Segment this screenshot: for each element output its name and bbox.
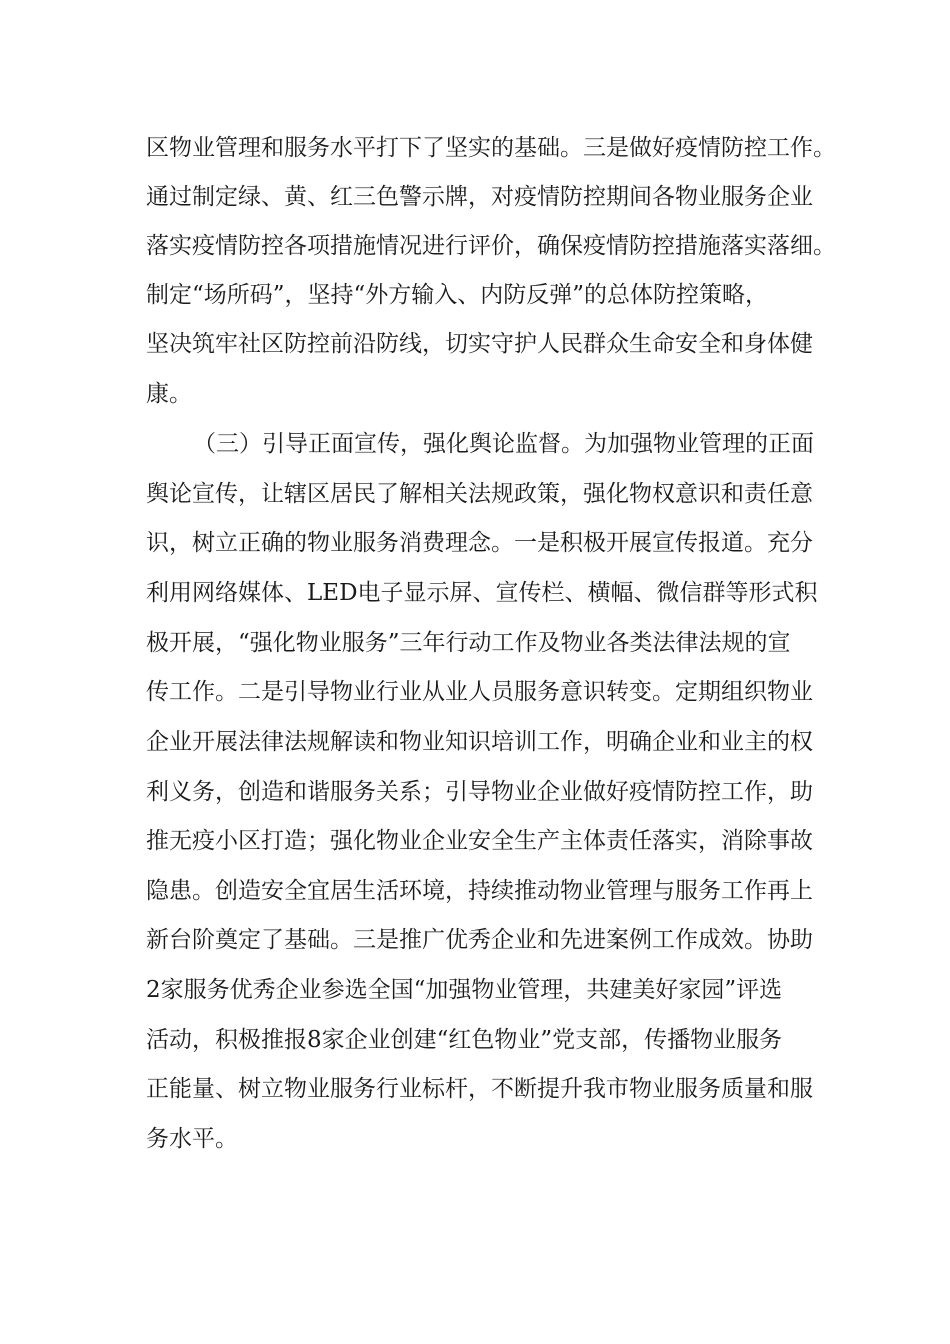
text-line: 传工作。二是引导物业行业从业人员服务意识转变。定期组织物业: [146, 679, 813, 705]
text-line: 康。: [146, 381, 192, 407]
text-line: 识，树立正确的物业服务消费理念。一是积极开展宣传报道。充分: [146, 530, 813, 556]
text-line: 推无疫小区打造；强化物业企业安全生产主体责任落实，消除事故: [146, 828, 813, 854]
text-line: 落实疫情防控各项措施情况进行评价，确保疫情防控措施落实落细。: [146, 233, 836, 259]
text-line: 隐患。创造安全宜居生活环境，持续推动物业管理与服务工作再上: [146, 878, 813, 904]
text-line: 通过制定绿、黄、红三色警示牌，对疫情防控期间各物业服务企业: [146, 184, 813, 210]
text-line: 新台阶奠定了基础。三是推广优秀企业和先进案例工作成效。协助: [146, 927, 813, 953]
text-line: 企业开展法律法规解读和物业知识培训工作，明确企业和业主的权: [146, 729, 813, 755]
text-line: 正能量、树立物业服务行业标杆，不断提升我市物业服务质量和服: [146, 1076, 813, 1102]
text-line: 活动，积极推报8家企业创建“红色物业”党支部，传播物业服务: [146, 1027, 783, 1053]
text-line: 制定“场所码”，坚持“外方输入、内防反弹”的总体防控策略，: [146, 282, 769, 308]
text-line: 区物业管理和服务水平打下了坚实的基础。三是做好疫情防控工作。: [146, 135, 836, 161]
text-line: 利义务，创造和谐服务关系；引导物业企业做好疫情防控工作，助: [146, 779, 813, 805]
text-line: 利用网络媒体、LED电子显示屏、宣传栏、横幅、微信群等形式积: [146, 580, 818, 606]
text-line: 2家服务优秀企业参选全国“加强物业管理，共建美好家园”评选: [146, 977, 783, 1003]
text-line: 极开展，“强化物业服务”三年行动工作及物业各类法律法规的宣: [146, 630, 791, 656]
text-line: 舆论宣传，让辖区居民了解相关法规政策，强化物权意识和责任意: [146, 481, 813, 507]
text-line: 务水平。: [146, 1126, 238, 1152]
text-line: 坚决筑牢社区防控前沿防线，切实守护人民群众生命安全和身体健: [146, 331, 813, 357]
section-heading-line: （三）引导正面宣传，强化舆论监督。为加强物业管理的正面: [193, 431, 814, 457]
